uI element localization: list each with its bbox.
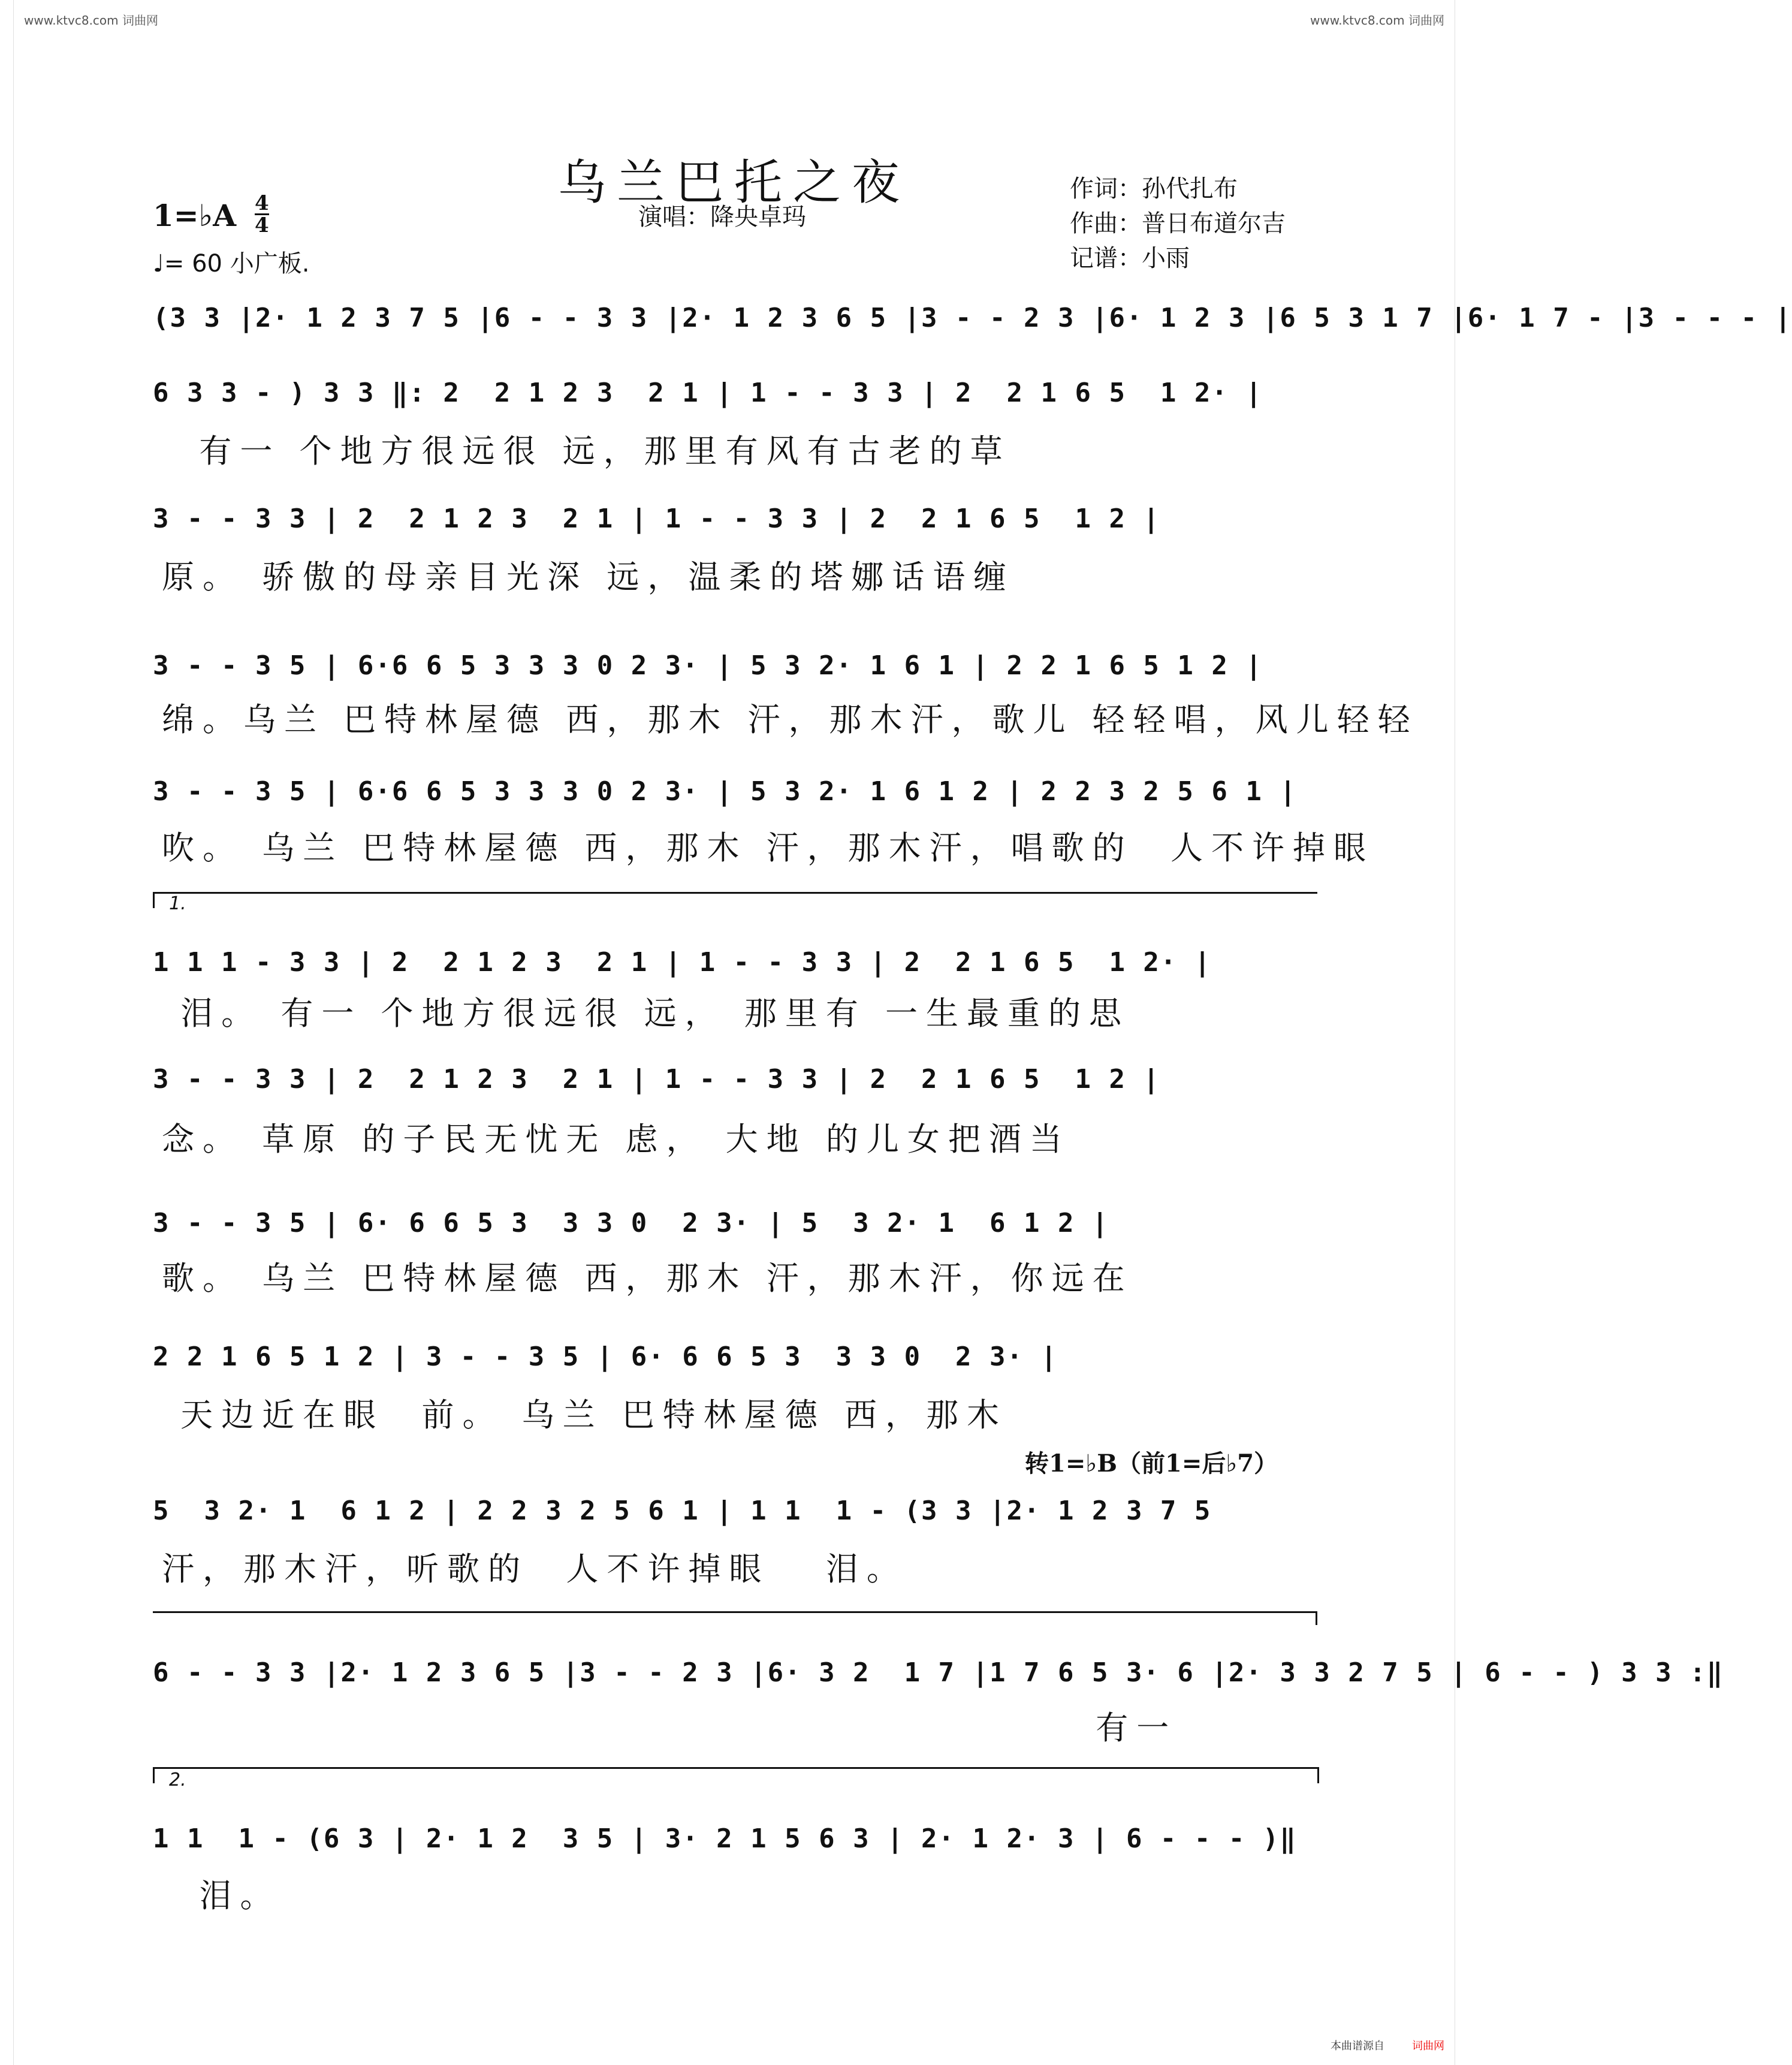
modulation-marking: 转1=♭B（前1=后♭7）	[1025, 1449, 1278, 1478]
lyrics-line: 泪。	[162, 1877, 281, 1915]
composer: 作曲：普日布道尔吉	[1070, 210, 1286, 237]
notes-line: 1 1 1 - (6 3 | 2· 1 2 3 5 | 3· 2 1 5 6 3 | 2· 1 2· 3 | 6 - - - )‖	[153, 1823, 1297, 1854]
volta-label-2: 2.	[169, 1769, 186, 1790]
volta-bracket-2	[153, 1767, 1319, 1783]
watermark-bottom-right: 词曲网	[1412, 2040, 1444, 2052]
lyrics-line: 有一	[162, 1709, 1178, 1747]
lyrics-line: 绵。乌兰 巴特林屋德 西，那木 汗，那木汗，歌儿 轻轻唱，风儿轻轻	[162, 701, 1419, 738]
lyrics-line: 原。 骄傲的母亲目光深 远，温柔的塔娜话语缠	[162, 558, 1015, 596]
tempo-marking: ♩= 60 小广板.	[153, 250, 310, 278]
section-rule	[153, 1611, 1317, 1625]
time-sig-top: 4	[255, 191, 269, 215]
song-title: 乌兰巴托之夜	[558, 155, 910, 210]
transcriber: 记谱：小雨	[1070, 245, 1190, 272]
notes-line: 6 3 3 - ) 3 3 ‖: 2 2 1 2 3 2 1 | 1 - - 3 3 | 2 2 1 6 5 1 2· |	[153, 378, 1263, 408]
notes-line: 6 - - 3 3 |2· 1 2 3 6 5 |3 - - 2 3 |6· 3 2 1 7 |1 7 6 5 3· 6 |2· 3 3 2 7 5 | 6 - - ) 3 3 :‖	[153, 1657, 1724, 1688]
left-margin-strip	[0, 0, 14, 2065]
watermark-top-right: www.ktvc8.com 词曲网	[1310, 13, 1444, 28]
lyrics-line: 泪。 有一 个地方很远很 远， 那里有 一生最重的思	[162, 994, 1130, 1032]
watermark-top-left: www.ktvc8.com 词曲网	[24, 13, 159, 28]
notes-line: 3 - - 3 5 | 6·6 6 5 3 3 3 0 2 3· | 5 3 2· 1 6 1 2 | 2 2 3 2 5 6 1 |	[153, 776, 1297, 807]
watermark-bottom-left: 本曲谱源自	[1331, 2040, 1384, 2052]
notes-line: 5 3 2· 1 6 1 2 | 2 2 3 2 5 6 1 | 1 1 1 - (3 3 |2· 1 2 3 7 5	[153, 1496, 1212, 1526]
notes-line: 2 2 1 6 5 1 2 | 3 - - 3 5 | 6· 6 6 5 3 3 3 0 2 3· |	[153, 1342, 1058, 1372]
key-signature: 1=♭A	[153, 198, 237, 233]
lyrics-line: 有一 个地方很远很 远，那里有风有古老的草	[162, 432, 1011, 470]
notes-line: 3 - - 3 5 | 6·6 6 5 3 3 3 0 2 3· | 5 3 2· 1 6 1 | 2 2 1 6 5 1 2 |	[153, 650, 1263, 681]
credits	[1070, 171, 1286, 276]
lyrics-line: 天边近在眼 前。 乌兰 巴特林屋德 西，那木	[162, 1396, 1007, 1434]
lyrics-line: 吹。 乌兰 巴特林屋德 西，那木 汗，那木汗，唱歌的 人不许掉眼	[162, 829, 1374, 867]
lyrics-line: 歌。 乌兰 巴特林屋德 西，那木 汗，那木汗，你远在	[162, 1259, 1133, 1297]
lyrics-line: 念。 草原 的子民无忧无 虑， 大地 的儿女把酒当	[162, 1120, 1070, 1158]
lyrics-line: 汗，那木汗，听歌的 人不许掉眼 泪。	[162, 1550, 907, 1588]
singer: 演唱：降央卓玛	[638, 203, 806, 231]
notes-line: 3 - - 3 3 | 2 2 1 2 3 2 1 | 1 - - 3 3 | 2 2 1 6 5 1 2 |	[153, 1064, 1160, 1095]
volta-bracket-1	[153, 892, 1317, 908]
lyricist: 作词：孙代扎布	[1070, 175, 1238, 203]
notes-line: 3 - - 3 3 | 2 2 1 2 3 2 1 | 1 - - 3 3 | 2 2 1 6 5 1 2 |	[153, 504, 1160, 534]
time-signature	[255, 193, 269, 236]
notes-line: 3 - - 3 5 | 6· 6 6 5 3 3 3 0 2 3· | 5 3 2· 1 6 1 2 |	[153, 1208, 1109, 1238]
time-sig-bottom: 4	[255, 213, 269, 237]
notes-line: 1 1 1 - 3 3 | 2 2 1 2 3 2 1 | 1 - - 3 3 | 2 2 1 6 5 1 2· |	[153, 947, 1212, 978]
notes-line: (3 3 |2· 1 2 3 7 5 |6 - - 3 3 |2· 1 2 3 6 5 |3 - - 2 3 |6· 1 2 3 |6 5 3 1 7 |6· 1 7 - |3 - - - |	[153, 303, 1792, 333]
volta-label-1: 1.	[169, 893, 186, 914]
